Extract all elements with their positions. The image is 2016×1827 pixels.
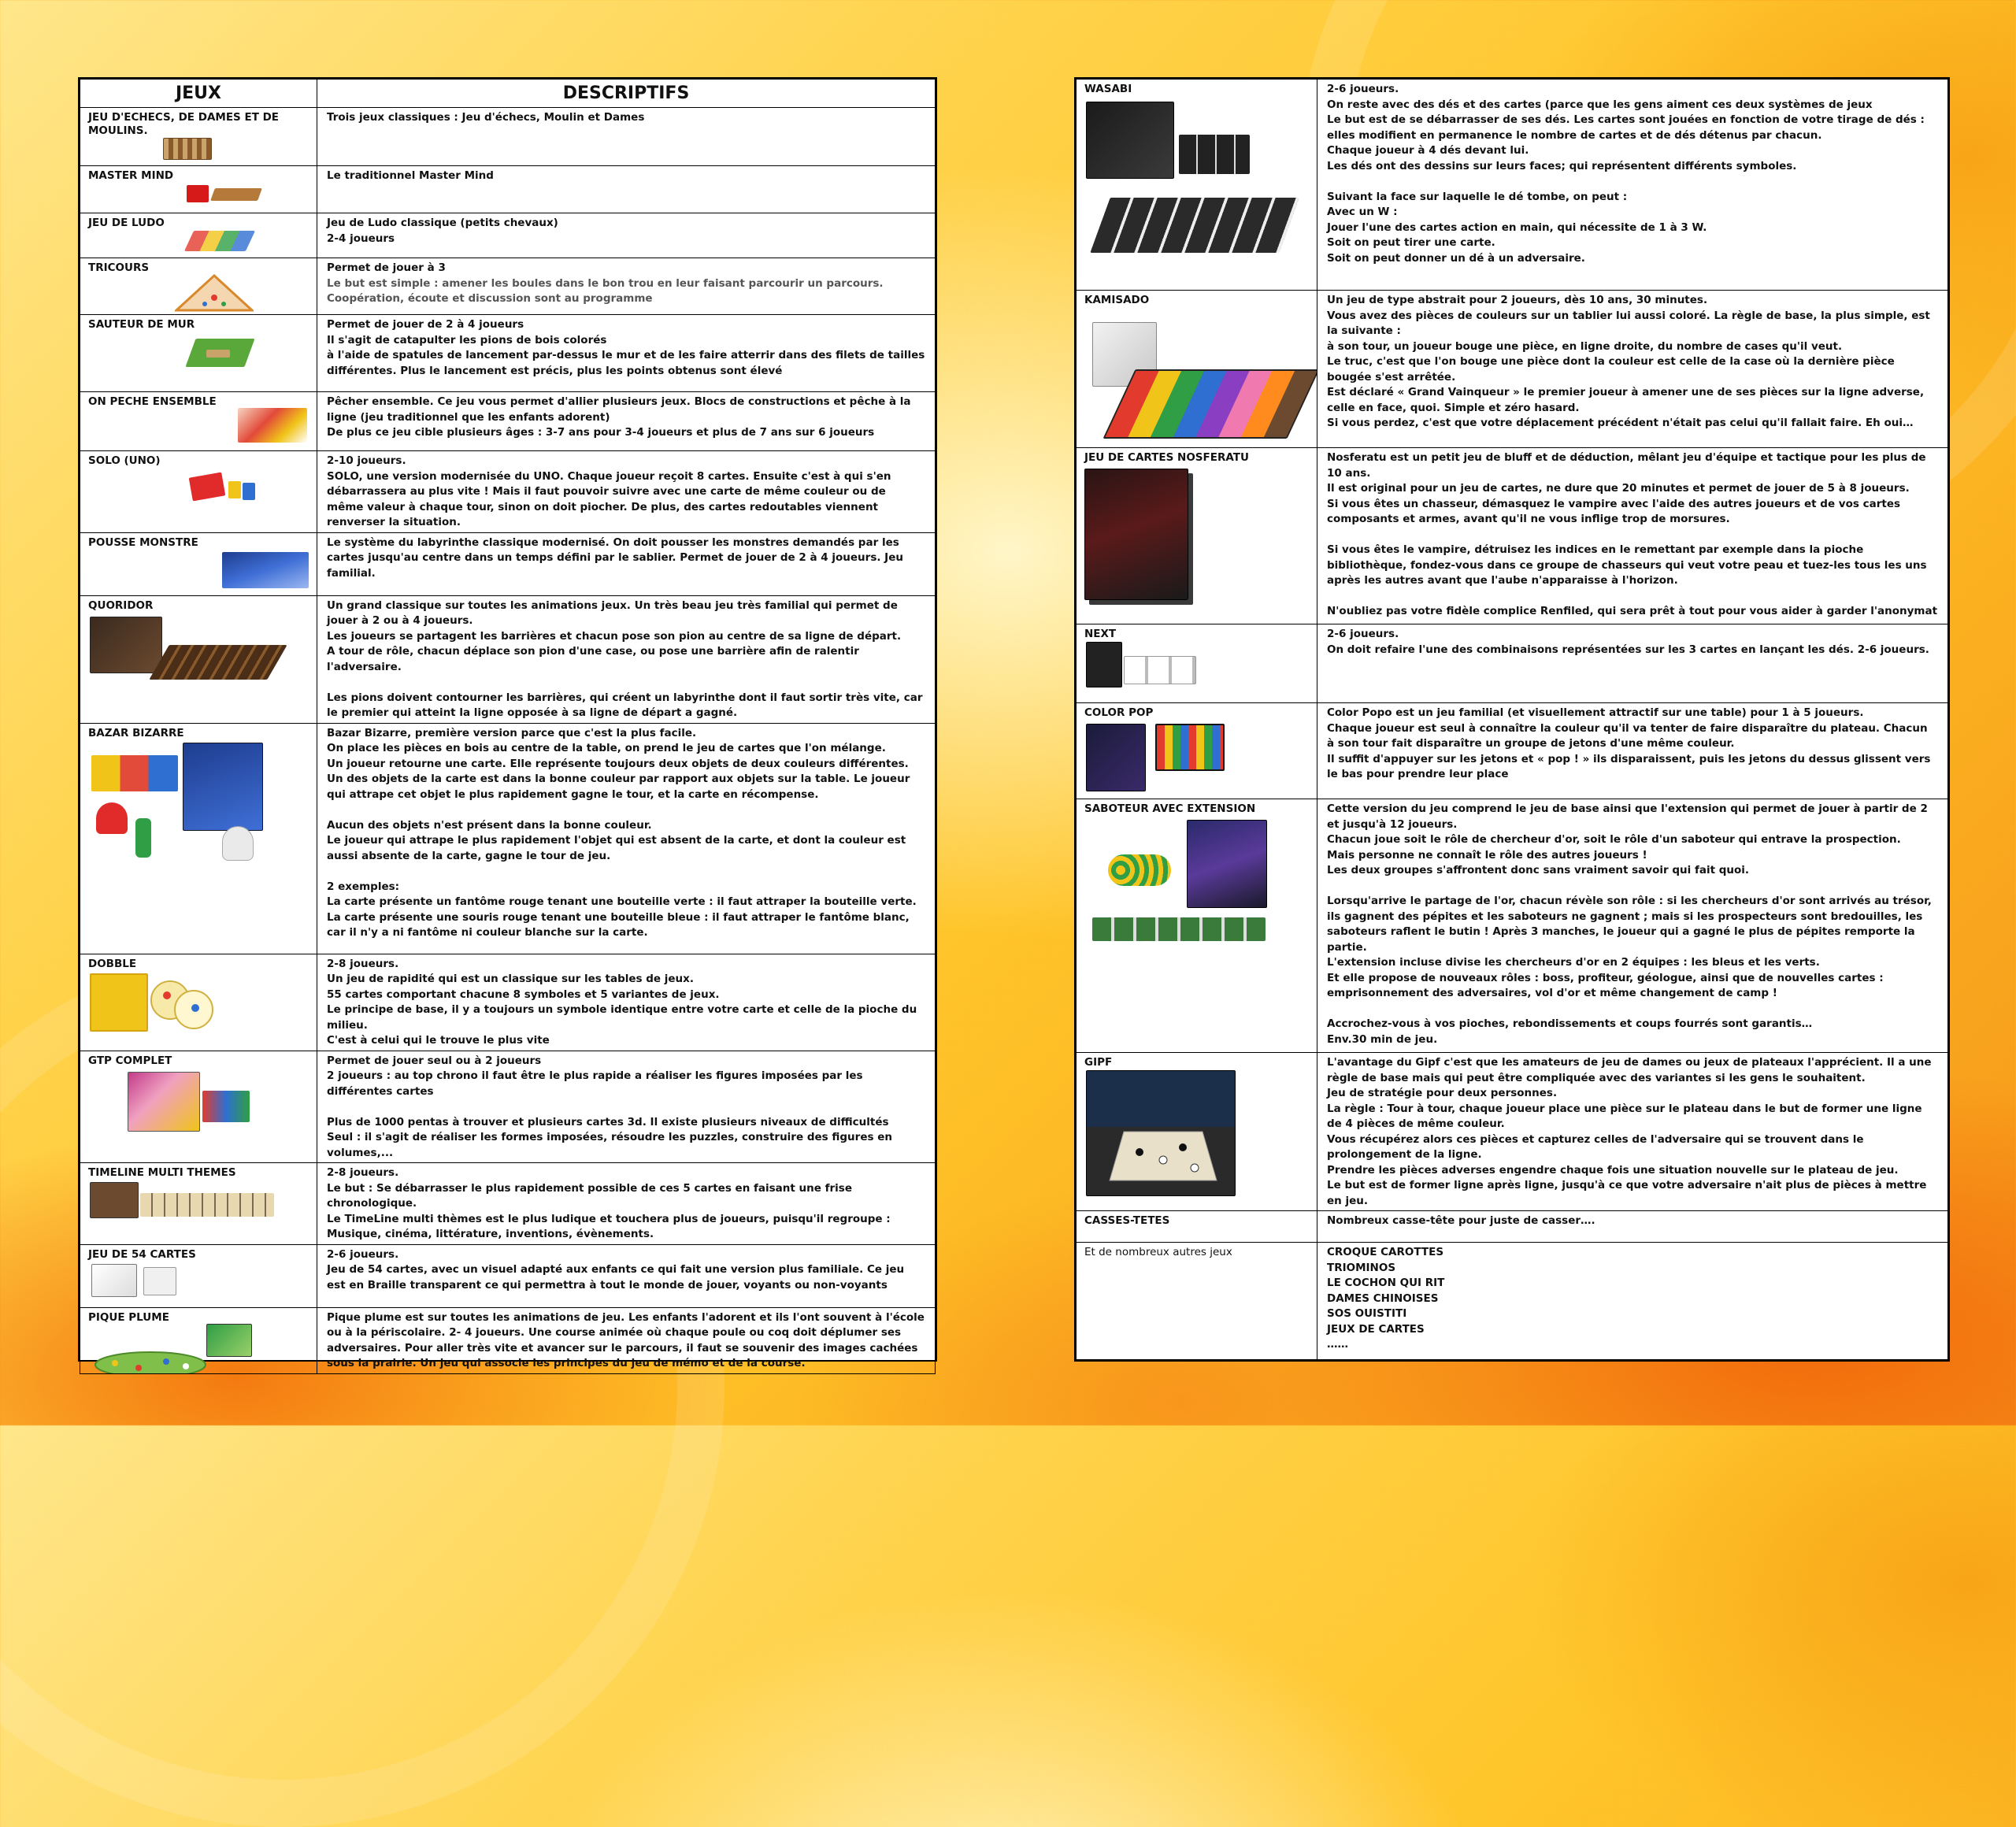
description-line [327,864,925,880]
right-games-table [1074,77,1950,1362]
description-line: Jeu de 54 cartes, avec un visuel adapté aux enfants ce qui fait une version plus familiale. Ce jeu est en Braille transparent ce qui permettra à tout le monde de jouer, voyants ou non-voyants [327,1263,905,1292]
description-line: 2-8 joueurs. [327,957,399,970]
description-cell [317,1163,936,1245]
wasabi-box-image [1086,102,1174,179]
description-cell [1317,291,1948,448]
description-line: La carte présente un fantôme rouge tenant une bouteille verte : il faut attraper la bouteille verte. [327,895,917,908]
description-line: Les dés ont des dessins sur leurs faces; qui représentent différents symboles. [1327,159,1797,172]
description-line: C'est à celui qui le trouve le plus vite [327,1034,550,1047]
game-name: SABOTEUR AVEC EXTENSION [1084,802,1256,815]
description-line: …… [1327,1338,1348,1351]
description-line: Cette version du jeu comprend le jeu de base ainsi que l'extension qui permet de jouer à partir de 2 et jusqu'à 12 joueurs. [1327,802,1928,831]
description-line: 55 cartes comportant chacune 8 symboles et 5 variantes de jeux. [327,988,720,1001]
gtp-pieces-image [202,1091,250,1122]
header-descriptions: DESCRIPTIFS [317,80,936,108]
description-cell [317,723,936,954]
description-line: On place les pièces en bois au centre de la table, on prend le jeu de cartes que l'on mélange. [327,742,886,754]
table-row [1077,291,1948,448]
description-line: Le but est de former ligne après ligne, jusqu'à ce que votre adversaire n'ait plus de pièces à mettre en jeu. [1327,1179,1927,1207]
description-line [327,675,925,691]
kamisado-board-image [1102,369,1317,439]
game-cell [80,451,317,533]
game-name: JEU DE LUDO [88,217,165,229]
next-cards-image [1124,656,1196,684]
description-line: 2-4 joueurs [327,232,395,245]
color-pop-board-image [1155,724,1225,771]
description-line: à son tour, un joueur bouge une pièce, en ligne droite, du nombre de cases qu'il veut. [1327,339,1843,353]
game-cell [80,723,317,954]
game-name: KAMISADO [1084,294,1150,306]
description-line: On doit refaire l'une des combinaisons représentées sur les 3 cartes en lançant les dés. 2-6 joueurs. [1327,643,1929,656]
description-line: Un jeu de rapidité qui est un classique sur les tables de jeux. [327,973,695,985]
description-line: L'avantage du Gipf c'est que les amateurs de jeu de dames ou jeux de plateaux l'apprécient. Il a une règle de base mais qui peut être compliquée avec des variantes si les gens le souhaitent. [1327,1056,1932,1084]
description-line: Pêcher ensemble. Ce jeu vous permet d'allier plusieurs jeux. Blocs de constructions et pêche à la ligne (jeu traditionnel que les enfants adorent) [327,395,911,424]
description-line: Il s'agit de catapulter les pions de bois colorés [327,333,607,346]
description-line: 2-8 joueurs. [327,1166,399,1179]
description-line: Vous avez des pièces de couleurs sur un tablier lui aussi coloré. La règle de base, la plus simple, est la suivante : [1327,309,1930,337]
solo-box-image [189,472,226,502]
description-line: Le système du labyrinthe classique modernisé. On doit pousser les monstres demandés par les cartes jusqu'au centre dans un temps défini par le sablier. Permet de jouer de 2 à 4 joueurs. Jeu familial. [327,536,903,580]
bazar-bizarre-box-image [183,743,263,831]
description-cell [317,108,936,166]
table-row [80,1307,936,1373]
game-name: SAUTEUR DE MUR [88,318,195,331]
description-line: Le truc, c'est que l'on bouge une pièce dont la couleur est celle de la case où la dernière pièce bougée s'est arrêtée. [1327,355,1895,384]
description-cell [1317,624,1948,703]
pique-plume-board-image [91,1349,209,1374]
description-cell [1317,799,1948,1053]
gtp-box-image [128,1072,200,1132]
pousse-monstre-image [222,552,309,588]
description-line: Si vous êtes un chasseur, démasquez le vampire avec l'aide des autres joueurs et de vos cartes composants et armes, avant qu'il ne vous inflige trop de morsures. [1327,497,1901,525]
pique-plume-box-image [206,1324,252,1357]
table-row [80,108,936,166]
game-cell [80,595,317,723]
table-row [80,1244,936,1307]
description-line: TRIOMINOS [1327,1261,1396,1274]
table-row [80,451,936,533]
description-line: 2-6 joueurs. [1327,628,1399,640]
description-line: Permet de jouer seul ou à 2 joueurs [327,1054,542,1067]
card-deck-image [91,1264,137,1297]
color-pop-box-image [1086,724,1146,791]
game-cell [1077,1053,1317,1211]
description-line: Soit on peut donner un dé à un adversaire. [1327,251,1585,265]
description-line: De plus ce jeu cible plusieurs âges : 3-7 ans pour 3-4 joueurs et plus de 7 ans sur 6 joueurs [327,426,875,439]
description-cell [317,1244,936,1307]
game-cell [80,213,317,258]
description-cell [1317,1053,1948,1211]
game-cell [1077,1211,1317,1243]
description-line: N'oubliez pas votre fidèle complice Renfiled, qui sera prêt à tout pour vous aider à garder l'anonymat [1327,605,1938,617]
saboteur-tokens-image [1108,854,1171,886]
game-name: BAZAR BIZARRE [88,726,184,739]
description-cell [317,258,936,315]
wasabi-cards-image [1179,135,1250,174]
next-box-image [1086,642,1122,687]
table-row [1077,624,1948,703]
description-line: SOS OUISTITI [1327,1307,1407,1320]
solo-cards-image [228,481,241,498]
game-name: JEU DE 54 CARTES [88,1247,196,1261]
table-row [1077,799,1948,1053]
description-line [1327,879,1938,895]
table-row [80,954,936,1051]
description-line: Pique plume est sur toutes les animations de jeu. Les enfants l'adorent et ils l'ont souvent à l'école ou à la périscolaire. 2- 4 joueurs. Une course animée où chaque poule ou coq doit déplumer ses adversaires. Pour aller très vite et avancer sur le parcours, il faut se souvenir des images cachées sous la prairie. Un jeu qui associe les principes du jeu de mémo et de la course. [327,1310,925,1369]
game-cell [1077,448,1317,624]
description-line: Le joueur qui attrape le plus rapidement l'objet qui est absent de la carte, et dont la couleur est aussi absente de la carte, gagne le tour de jeu. [327,834,906,862]
game-name: POUSSE MONSTRE [88,536,198,549]
description-line: Il suffit d'appuyer sur les jetons et « pop ! » ils disparaissent, puis les jetons du dessus glissent vers le bas pour prendre leur place [1327,752,1931,780]
description-line: La règle : Tour à tour, chaque joueur place une pièce sur le plateau dans le but de former une ligne de 4 pièces de même couleur. [1327,1102,1922,1130]
description-line [1327,528,1938,543]
fishing-game-image [238,408,307,443]
table-row [80,1163,936,1245]
description-cell [1317,703,1948,799]
dobble-box-image [90,973,148,1032]
description-cell [1317,1243,1948,1360]
description-line: Et elle propose de nouveaux rôles : boss, profiteur, géologue, ainsi que de nouvelles cartes : emprisonnement des adversaires, vol d'or et même changement de camp ! [1327,971,1884,999]
description-line: Le principe de base, il y a toujours un symbole identique entre votre carte et celle de la pioche du milieu. [327,1003,917,1032]
description-line: Les deux groupes s'affrontent donc sans vraiment savoir qui fait quoi. [1327,864,1750,876]
wasabi-cards-image [1090,198,1299,253]
table-row [1077,1053,1948,1211]
description-line [1327,1002,1938,1017]
description-line: Le but est simple : amener les boules dans le bon trou en leur faisant parcourir un parcours. Coopération, écoute et discussion sont au programme [327,276,884,305]
description-line: On reste avec des dés et des cartes (parce que les gens aiment ces deux systèmes de jeux [1327,98,1873,111]
description-line: Si vous êtes le vampire, détruisez les indices en le remettant par exemple dans la pioche bibliothèque, fondez-vous dans ce groupe de chasseurs qui veut votre peau et tuez-les tous les uns après les autres avant que l'aube n'apparaisse à l'horizon. [1327,543,1927,587]
timeline-box-image [90,1182,139,1218]
description-cell [317,595,936,723]
game-cell [80,166,317,213]
description-line: DAMES CHINOISES [1327,1292,1439,1305]
table-row [1077,448,1948,624]
description-line: Chaque joueur est seul à connaître la couleur qu'il va tenter de faire disparaître du plateau. Chacun à son tour fait disparaître un groupe de jetons d'une même couleur. [1327,721,1928,750]
description-line: 2-10 joueurs. [327,454,406,467]
game-cell [1077,703,1317,799]
description-line: Env.30 min de jeu. [1327,1032,1438,1046]
description-line: 2-6 joueurs. [1327,83,1399,95]
description-line: JEUX DE CARTES [1327,1322,1425,1336]
description-line: Seul : il s'agit de réaliser les formes imposées, résoudre les puzzles, construire des figures en volumes,... [327,1131,892,1159]
card-deck-image [143,1267,176,1295]
game-name: ON PECHE ENSEMBLE [88,395,217,408]
game-cell [80,532,317,595]
description-cell [317,954,936,1051]
description-line: Jeu de Ludo classique (petits chevaux) [327,217,558,229]
table-row [80,723,936,954]
description-cell [317,315,936,392]
game-cell [80,108,317,166]
description-line: Vous récupérez alors ces pièces et capturez celles de l'adversaire qui se trouvent dans le prolongement de la ligne. [1327,1132,1864,1161]
game-cell [1077,80,1317,291]
description-line: Nombreux casse-tête pour juste de casser…. [1327,1214,1595,1227]
description-line: Les pions doivent contourner les barrières, qui créent un labyrinthe dont il faut sortir très vite, car le premier qui atteint la ligne opposée à sa ligne de départ a gagné. [327,691,923,719]
game-cell [1077,624,1317,703]
table-row [1077,703,1948,799]
description-line: Jeu de stratégie pour deux personnes. [1327,1087,1558,1099]
game-cell [80,1051,317,1163]
master-mind-board-image [210,188,262,201]
description-line: Un grand classique sur toutes les animations jeux. Un très beau jeu très familial qui permet de jouer à 2 ou à 4 joueurs. [327,598,898,627]
game-name: QUORIDOR [88,598,154,612]
description-line [327,1099,925,1115]
description-line: La carte présente une souris rouge tenant une bouteille bleue : il faut attraper le fantôme blanc, car il n'y a ni fantôme ni couleur blanche sur la carte. [327,910,910,939]
description-line: Si vous perdez, c'est que votre déplacement précédent n'était pas celui qu'il fallait faire. Eh oui… [1327,417,1914,429]
description-cell [317,1307,936,1373]
game-cell [80,258,317,315]
game-name: TRICOURS [88,261,150,274]
game-name: CASSES-TETES [1084,1214,1170,1227]
description-line: A tour de rôle, chacun déplace son pion d'une case, ou pose une barrière afin de ralentir l'adversaire. [327,645,859,673]
game-cell [80,315,317,392]
description-cell [317,213,936,258]
description-line: Lorsqu'arrive le partage de l'or, chacun révèle son rôle : si les chercheurs d'or sont arrivés au trésor, ils gagnent des pépites et les saboteurs ne gagnent ; mais si les prospecteurs sont bredouilles, les saboteurs raflent le butin ! Après 3 manches, le joueur qui a gagné le plus de pépites remporte la partie. [1327,895,1932,954]
game-name: GIPF [1084,1056,1113,1069]
header-games: JEUX [80,80,317,108]
game-cell [80,1244,317,1307]
bazar-bizarre-pieces-image [222,826,254,861]
table-row [80,166,936,213]
bazar-bizarre-pieces-image [96,802,128,834]
quoridor-box-image [90,617,162,673]
game-name: DOBBLE [88,957,137,970]
description-line [1327,589,1938,605]
table-row [1077,1243,1948,1360]
description-line: Chaque joueur à 4 dés devant lui. [1327,144,1529,157]
bazar-bizarre-pieces-image [135,818,151,858]
table-row [80,532,936,595]
description-line: Trois jeux classiques : Jeu d'échecs, Moulin et Dames [327,111,645,124]
game-name: NEXT [1084,628,1117,640]
description-cell [1317,80,1948,291]
description-line: Avec un W : [1327,206,1398,218]
left-games-table [78,77,937,1369]
ludo-board-image [184,231,255,251]
description-line [327,802,925,818]
description-line: Jouer l'une des cartes action en main, qui nécessite de 1 à 3 W. [1327,220,1707,234]
nosferatu-box-image [1084,469,1188,600]
game-cell [80,1163,317,1245]
game-name: WASABI [1084,83,1132,95]
game-name: TIMELINE MULTI THEMES [88,1166,236,1179]
description-line: Le but est de se débarrasser de ses dés. Les cartes sont jouées en fonction de votre tirage de dés : elles modifient en permanence le nombre de cartes et de dés détenus par chacun. [1327,113,1925,142]
gipf-board-image [1108,1128,1218,1184]
quoridor-board-image [149,645,287,680]
description-cell [317,451,936,533]
description-line: Un jeu de type abstrait pour 2 joueurs, dès 10 ans, 30 minutes. [1327,294,1708,306]
description-line: 2-6 joueurs. [327,1247,399,1261]
description-line: Plus de 1000 pentas à trouver et plusieurs cartes 3d. Il existe plusieurs niveaux de difficultés [327,1115,889,1128]
master-mind-image [187,185,209,202]
table-row [80,213,936,258]
saboteur-cards-image [1092,917,1266,941]
description-line: 2 joueurs : au top chrono il faut être le plus rapide a réaliser les figures imposées par les différentes cartes [327,1069,863,1098]
description-line: Un joueur retourne une carte. Elle représente toujours deux objets de deux couleurs différentes. [327,757,909,770]
game-cell [80,1307,317,1373]
game-cell [1077,799,1317,1053]
description-line: Aucun des objets n'est présent dans la bonne couleur. [327,818,652,832]
description-line: Les joueurs se partagent les barrières et chacun pose son pion au centre de sa ligne de départ. [327,629,902,643]
table-row [1077,80,1948,291]
table-row [80,595,936,723]
description-line: Est déclaré « Grand Vainqueur » le premier joueur à amener une de ses pièces sur la ligne adverse, celle en face, quoi. Simple et zéro hasard. [1327,386,1925,414]
dobble-cards-image [146,976,217,1032]
description-cell [317,392,936,451]
table-row [80,1051,936,1163]
description-cell [317,1051,936,1163]
game-cell [80,392,317,451]
saboteur-box-image [1187,820,1267,908]
game-cell [80,954,317,1051]
solo-cards-image [243,483,255,500]
description-line: CROQUE CAROTTES [1327,1246,1444,1258]
description-line: Mais personne ne connaît le rôle des autres joueurs ! [1327,848,1647,862]
description-line: Color Popo est un jeu familial (et visuellement attractif sur une table) pour 1 à 5 joueurs. [1327,706,1864,719]
game-name: COLOR POP [1084,706,1154,719]
game-cell [1077,1243,1317,1360]
description-line: Le traditionnel Master Mind [327,169,494,182]
description-line: SOLO, une version modernisée du UNO. Chaque joueur reçoit 8 cartes. Ensuite c'est à qui s'en débarrassera au plus vite ! Mais il faut pouvoir suivre avec une carte de même couleur ou de même valeur à chaque tour, sinon on doit piocher. De plus, des cartes redoutables viennent renverser la situation. [327,469,891,528]
description-line: Accrochez-vous à vos pioches, rebondissements et coups fourrés sont garantis… [1327,1017,1813,1030]
game-cell [1077,291,1317,448]
description-line: LE COCHON QUI RIT [1327,1277,1445,1289]
game-name: JEU D'ECHECS, DE DAMES ET DE MOULINS. [88,111,280,137]
description-cell [317,166,936,213]
game-name: MASTER MIND [88,169,174,182]
description-line: L'extension incluse divise les chercheurs d'or en 2 équipes : les bleus et les verts. [1327,956,1820,969]
description-line: Permet de jouer de 2 à 4 joueurs [327,318,524,331]
description-line [1327,174,1938,190]
table-row [80,258,936,315]
description-line: Chacun joue soit le rôle de chercheur d'or, soit le rôle d'un saboteur qui entrave la prospection. [1327,833,1901,846]
description-line: 2 exemples: [327,880,400,893]
tricours-triangle-image [175,274,254,312]
description-line: Un des objets de la carte est dans la bonne couleur par rapport aux objets sur la table. Le joueur qui attrape cet objet le plus rapidement gagne le tour, et la carte en récompense. [327,773,910,801]
description-line: Bazar Bizarre, première version parce que c'est la plus facile. [327,726,697,739]
timeline-cards-image [140,1193,274,1217]
game-name: GTP COMPLET [88,1054,172,1067]
wall-image [206,350,230,358]
game-name: Et de nombreux autres jeux [1084,1246,1232,1258]
game-name: JEU DE CARTES NOSFERATU [1084,451,1249,464]
description-line: Il est original pour un jeu de cartes, ne dure que 20 minutes et permet de jouer de 5 à 8 joueurs. [1327,482,1910,495]
description-line: à l'aide de spatules de lancement par-dessus le mur et de les faire atterrir dans des filets de tailles différentes. Plus le lancement est précis, plus les points obtenus sont élevé [327,349,925,377]
description-line: Prendre les pièces adverses engendre chaque fois une situation nouvelle sur le plateau de jeu. [1327,1163,1899,1177]
description-cell [317,532,936,595]
description-line: Le TimeLine multi thèmes est le plus ludique et touchera plus de joueurs, puisqu'il regroupe : Musique, cinéma, littérature, inventions, évènements. [327,1212,891,1240]
table-row [1077,1211,1948,1243]
description-cell [1317,1211,1948,1243]
game-name: PIQUE PLUME [88,1310,169,1324]
table-row [80,392,936,451]
description-line: Le but : Se débarrasser le plus rapidement possible de ces 5 cartes en faisant une frise chronologique. [327,1181,852,1210]
chess-board-image [163,138,212,160]
description-cell [1317,448,1948,624]
description-line: Permet de jouer à 3 [327,261,446,274]
description-line: Nosferatu est un petit jeu de bluff et de déduction, mêlant jeu d'équipe et tactique pour les plus de 10 ans. [1327,451,1926,480]
game-name: SOLO (UNO) [88,454,161,467]
description-line: Suivant la face sur laquelle le dé tombe, on peut : [1327,190,1628,203]
description-line: Soit on peut tirer une carte. [1327,236,1495,249]
bazar-bizarre-cards-image [91,755,178,791]
table-row [80,315,936,392]
